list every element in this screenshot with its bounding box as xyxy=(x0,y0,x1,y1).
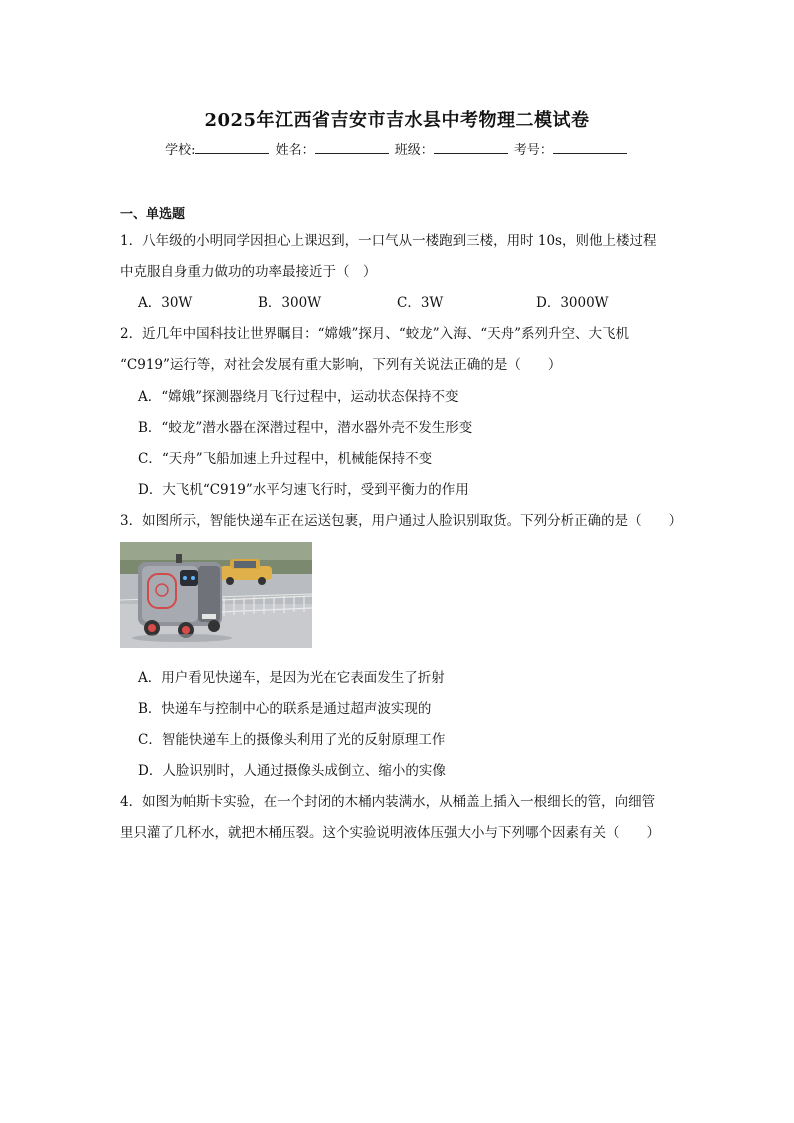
q4-stem-line2: 里只灌了几杯水，就把木桶压裂。这个实验说明液体压强大小与下列哪个因素有关（ ） xyxy=(120,825,660,841)
q1-option-a: A．30W xyxy=(138,295,193,311)
class-label: 班级： xyxy=(394,143,434,158)
q3-stem-line1: 3．如图所示，智能快递车正在运送包裹，用户通过人脸识别取货。下列分析正确的是（ ） xyxy=(120,513,683,529)
q1-option-c: C．3W xyxy=(397,295,444,311)
q3-option-b: B．快递车与控制中心的联系是通过超声波实现的 xyxy=(138,701,432,717)
delivery-robot-photo xyxy=(120,542,312,648)
q1-option-b: B．300W xyxy=(258,295,322,311)
q3-option-d: D．人脸识别时，人通过摄像头成倒立、缩小的实像 xyxy=(138,763,446,779)
q1-stem-line2: 中克服自身重力做功的功率最接近于（ ） xyxy=(120,264,377,280)
school-blank[interactable] xyxy=(195,141,269,154)
exam-title: 2025年江西省吉安市吉水县中考物理二模试卷 xyxy=(204,110,590,131)
q2-option-d: D．大飞机“C919”水平匀速飞行时，受到平衡力的作用 xyxy=(138,482,469,498)
q2-option-a: A．“嫦娥”探测器绕月飞行过程中，运动状态保持不变 xyxy=(138,389,459,405)
q1-option-d: D．3000W xyxy=(536,295,609,311)
number-blank[interactable] xyxy=(553,141,627,154)
q2-option-c: C．“天舟”飞船加速上升过程中，机械能保持不变 xyxy=(138,451,433,467)
q1-stem-line1: 1．八年级的小明同学因担心上课迟到，一口气从一楼跑到三楼，用时 10s，则他上楼过程 xyxy=(120,233,657,249)
name-blank[interactable] xyxy=(315,141,389,154)
q3-option-c: C．智能快递车上的摄像头利用了光的反射原理工作 xyxy=(138,732,446,748)
q2-option-b: B．“蛟龙”潜水器在深潜过程中，潜水器外壳不发生形变 xyxy=(138,420,473,436)
section-heading: 一、单选题 xyxy=(120,207,186,222)
number-label: 考号： xyxy=(513,143,553,158)
class-blank[interactable] xyxy=(434,141,508,154)
q2-stem-line2: “C919”运行等，对社会发展有重大影响，下列有关说法正确的是（ ） xyxy=(120,357,562,373)
school-label: 学校: xyxy=(165,143,196,158)
q2-stem-line1: 2．近几年中国科技让世界瞩目：“嫦娥”探月、“蛟龙”入海、“天舟”系列升空、大飞机 xyxy=(120,326,629,342)
student-info-line xyxy=(0,139,794,158)
q3-option-a: A．用户看见快递车，是因为光在它表面发生了折射 xyxy=(138,670,445,686)
q4-stem-line1: 4．如图为帕斯卡实验，在一个封闭的木桶内装满水，从桶盖上插入一根细长的管，向细管 xyxy=(120,794,656,810)
name-label: 姓名： xyxy=(275,143,315,158)
